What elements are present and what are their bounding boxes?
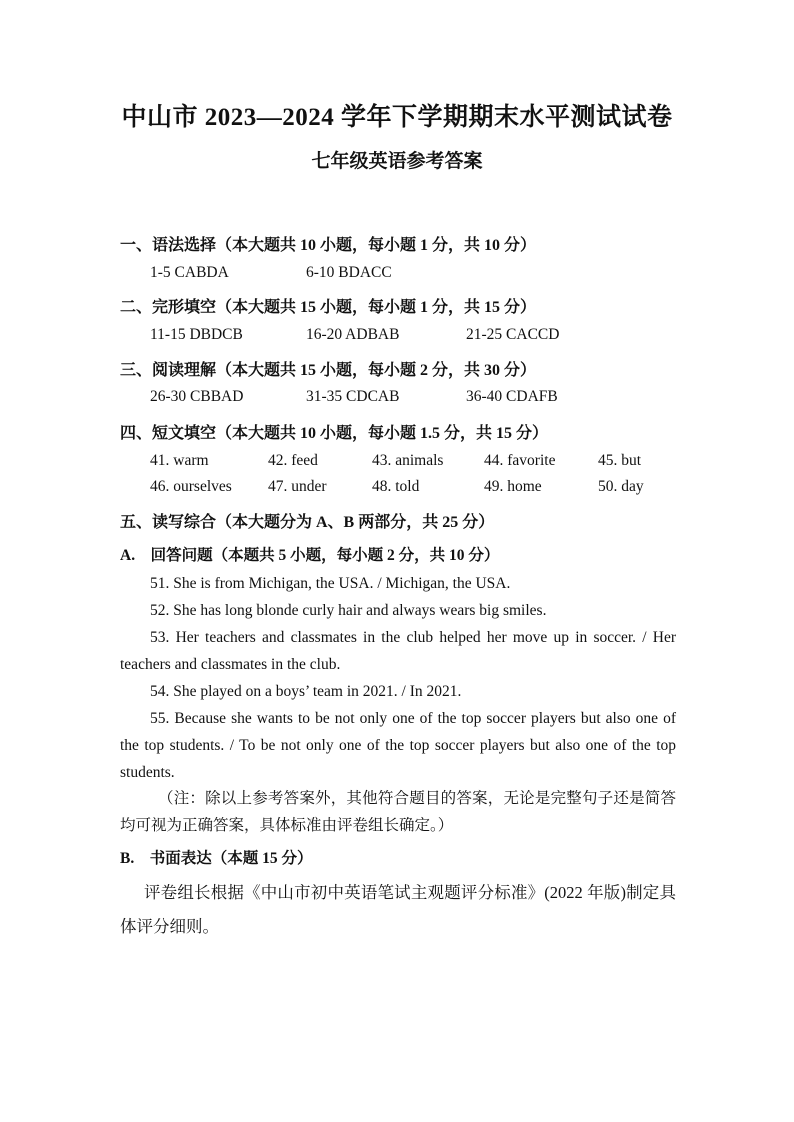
answer-36-40: 36-40 CDAFB [466,388,558,405]
part-a-heading: A. 回答问题（本题共 5 小题，每小题 2 分，共 10 分） [120,547,500,564]
answer-49: 49. home [484,478,542,495]
answer-1-5: 1-5 CABDA [150,264,229,281]
answer-44: 44. favorite [484,452,556,469]
section-3-heading: 三、阅读理解（本大题共 15 小题，每小题 2 分，共 30 分） [120,362,537,379]
answer-53: 53. Her teachers and classmates in the club helped her move up in soccer. / Her teachers and classmates in the club. [120,629,676,673]
answer-31-35: 31-35 CDCAB [306,388,400,405]
answer-26-30: 26-30 CBBAD [150,388,244,405]
section-5-heading: 五、读写综合（本大题分为 A、B 两部分，共 25 分） [120,514,495,531]
answer-46: 46. ourselves [150,478,232,495]
answer-52: 52. She has long blonde curly hair and always wears big smiles. [150,602,547,619]
answer-16-20: 16-20 ADBAB [306,326,400,343]
answer-45: 45. but [598,452,642,469]
essay-instruction: 评卷组长根据《中山市初中英语笔试主观题评分标准》(2022 年版)制定具体评分细则。 [120,883,676,936]
answer-41: 41. warm [150,452,209,469]
answer-51: 51. She is from Michigan, the USA. / Michigan, the USA. [150,575,511,592]
answer-43: 43. animals [372,452,444,469]
answer-50: 50. day [598,478,644,495]
answer-55: 55. Because she wants to be not only one of the top soccer players but also one of the top students. / To be not only one of the top soccer players but also one of the top students. [120,710,676,781]
section-4-heading: 四、短文填空（本大题共 10 小题，每小题 1.5 分，共 15 分） [120,425,549,442]
answer-6-10: 6-10 BDACC [306,264,392,281]
answer-54: 54. She played on a boys’ team in 2021. / In 2021. [150,683,462,700]
part-b-heading: B. 书面表达（本题 15 分） [120,850,313,867]
answer-11-15: 11-15 DBDCB [150,326,243,343]
answer-21-25: 21-25 CACCD [466,326,560,343]
page-title: 中山市 2023—2024 学年下学期期末水平测试试卷 [121,104,673,131]
answer-48: 48. told [372,478,420,495]
grading-note: （注：除以上参考答案外，其他符合题目的答案，无论是完整句子还是简答均可视为正确答案，具体标准由评卷组长确定。） [120,790,676,834]
section-1-heading: 一、语法选择（本大题共 10 小题，每小题 1 分，共 10 分） [120,237,537,254]
answer-47: 47. under [268,478,327,495]
section-2-heading: 二、完形填空（本大题共 15 小题，每小题 1 分，共 15 分） [120,299,537,316]
answer-42: 42. feed [268,452,318,469]
page-subtitle: 七年级英语参考答案 [311,151,483,172]
